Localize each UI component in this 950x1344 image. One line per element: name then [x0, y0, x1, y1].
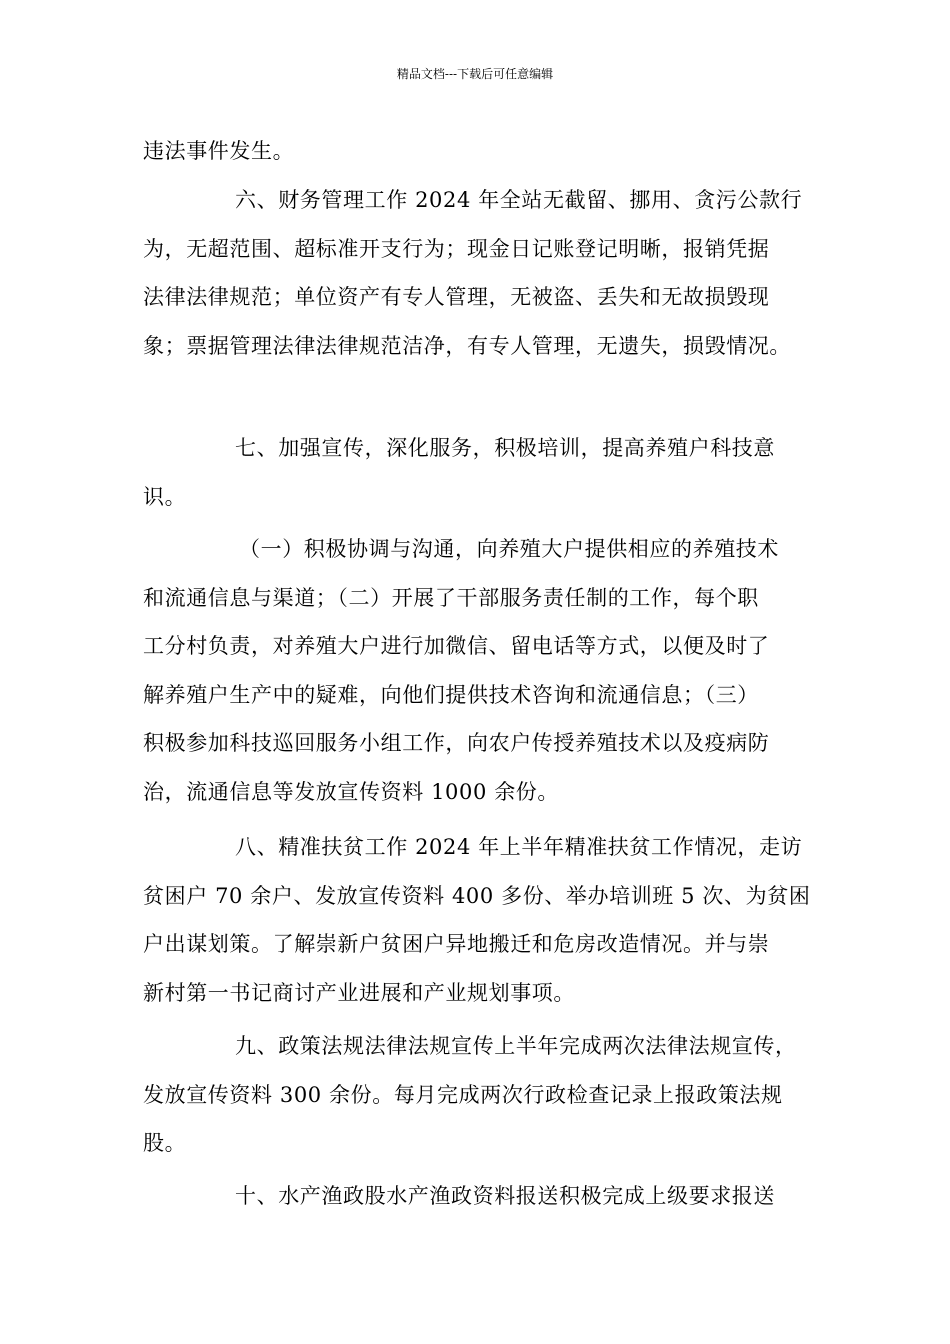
paragraph-section-7-detail [143, 525, 823, 816]
text-line: 和流通信息与渠道；（二）开展了干部服务责任制的工作，每个职 [143, 585, 759, 610]
text-line: 法律法律规范；单位资产有专人管理，无被盗、丢失和无故损毁现 [143, 285, 770, 309]
paragraph-section-7 [143, 424, 823, 521]
text-line: 发放宣传资料 300 余份。每月完成两次行政检查记录上报政策法规 [143, 1082, 783, 1107]
text-line: 六、财务管理工作 2024 年全站无截留、挪用、贪污公款行 [235, 188, 803, 212]
text-line: 八、精准扶贫工作 2024 年上半年精准扶贫工作情况，走访 [235, 835, 803, 859]
paragraph-section-8 [143, 823, 823, 1017]
text-line: 象；票据管理法律法律规范洁净，有专人管理，无遗失，损毁情况。 [143, 333, 791, 358]
paragraph-section-9 [143, 1022, 823, 1168]
text-line: 股。 [143, 1131, 187, 1155]
text-line: 识。 [143, 484, 187, 509]
text-line: 贫困户 70 余户、发放宣传资料 400 多份、举办培训班 5 次、为贫困 [143, 883, 811, 908]
page-header: 精品文档---下载后可任意编辑 [396, 67, 554, 81]
text-line: 九、政策法规法律法规宣传上半年完成两次法律法规宣传， [235, 1034, 797, 1058]
text-line: 违法事件发生。 [143, 139, 295, 163]
text-line: 七、加强宣传，深化服务，积极培训，提高养殖户科技意 [235, 436, 775, 460]
text-line: 解养殖户生产中的疑难，向他们提供技术咨询和流通信息；（三） [143, 682, 759, 707]
text-line: 十、水产渔政股水产渔政资料报送积极完成上级要求报送 [235, 1184, 775, 1208]
text-line: 新村第一书记商讨产业进展和产业规划事项。 [143, 980, 575, 1005]
text-line: 为，无超范围、超标准开支行为；现金日记账登记明晰，报销凭据 [143, 236, 770, 261]
text-line: 工分村负责，对养殖大户进行加微信、留电话等方式，以便及时了 [143, 634, 770, 658]
paragraph-intro [143, 127, 823, 176]
text-line: （一）积极协调与沟通，向养殖大户提供相应的养殖技术 [239, 537, 779, 561]
paragraph-section-6 [143, 176, 823, 370]
paragraph-section-10 [143, 1172, 823, 1221]
text-line: 治，流通信息等发放宣传资料 1000 余份。 [143, 779, 559, 804]
text-line: 积极参加科技巡回服务小组工作，向农户传授养殖技术以及疫病防 [143, 731, 770, 755]
text-line: 户出谋划策。了解崇新户贫困户异地搬迁和危房改造情况。并与崇 [143, 932, 770, 956]
